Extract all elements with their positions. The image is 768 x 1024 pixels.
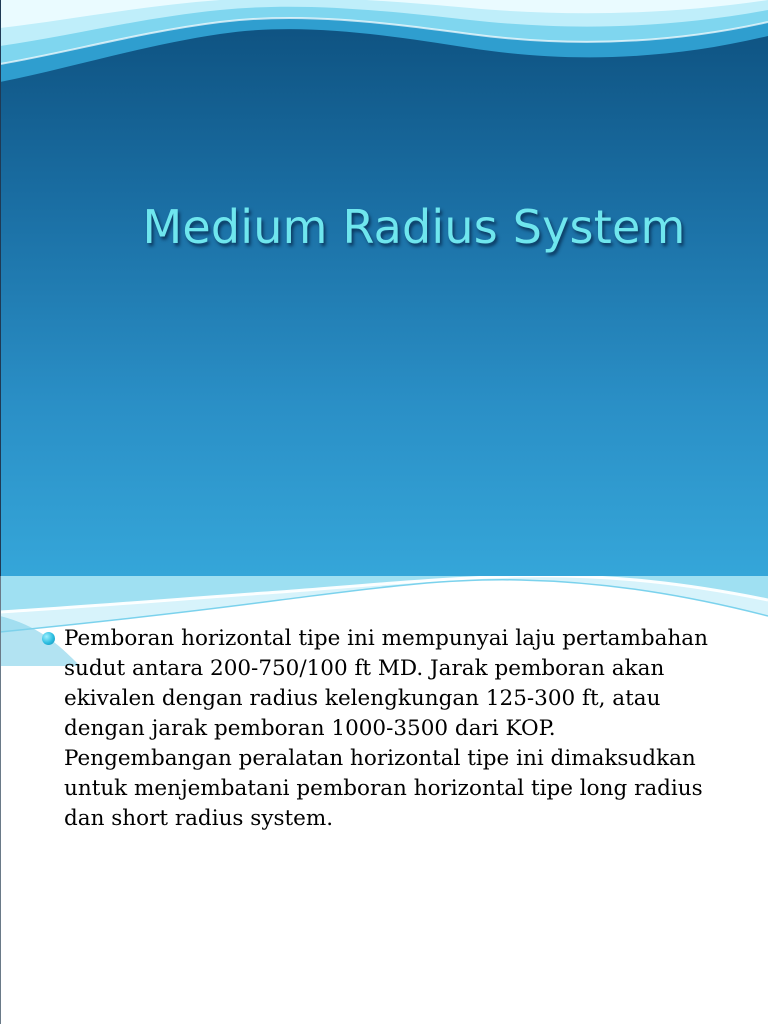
slide-left-border	[0, 576, 1, 1024]
bullet-item	[42, 624, 722, 834]
bullet-text: Pemboran horizontal tipe ini mempunyai laju pertambahan sudut antara 200-750/100 ft MD. Jarak pemboran akan ekivalen dengan radius kelengkungan 125-300 ft, atau dengan jarak pemboran 1000-3500 dari KOP. Pengembangan peralatan horizontal tipe ini dimaksudkan untuk menjembatani pemboran horizontal tipe long radius dan short radius system.	[64, 626, 708, 831]
bullet-dot-icon	[42, 632, 55, 645]
top-wave-decoration	[0, 0, 768, 100]
bullet-list	[42, 624, 722, 834]
content-slide-area	[0, 576, 768, 1024]
slide-title: Medium Radius System	[142, 200, 686, 254]
slide-left-border	[0, 0, 1, 576]
